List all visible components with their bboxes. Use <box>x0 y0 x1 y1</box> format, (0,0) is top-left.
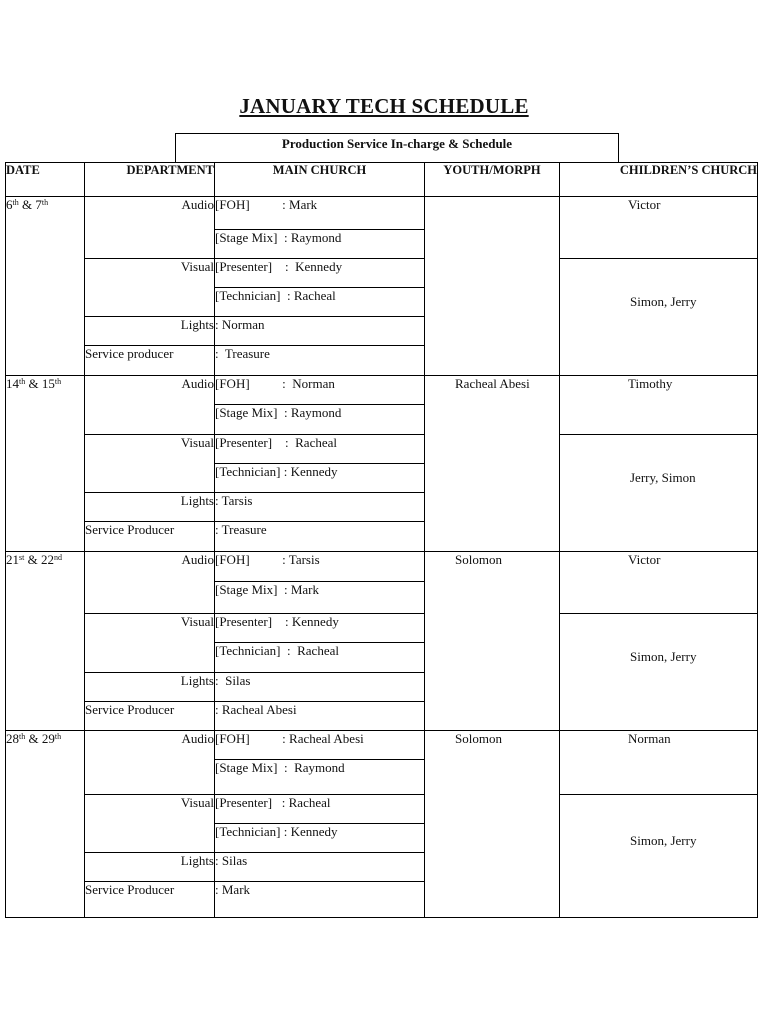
main-foh: [FOH] : Norman <box>215 376 425 405</box>
main-technician: [Technician] : Kennedy <box>215 464 425 493</box>
table-row <box>6 376 758 405</box>
header-row <box>6 163 758 197</box>
main-lights: : Tarsis <box>215 493 425 522</box>
week-date: 28th & 29th <box>6 731 85 918</box>
dept-audio: Audio <box>85 376 215 435</box>
main-stage-mix: [Stage Mix] : Raymond <box>215 760 425 795</box>
table-subheading: Production Service In-charge & Schedule <box>175 133 619 162</box>
header-main-church: MAIN CHURCH <box>215 163 425 197</box>
table-row <box>6 197 758 230</box>
children-mid: Jerry, Simon <box>560 435 758 552</box>
main-foh: [FOH] : Mark <box>215 197 425 230</box>
dept-audio: Audio <box>85 197 215 259</box>
youth-cell <box>425 197 560 376</box>
main-foh: [FOH] : Racheal Abesi <box>215 731 425 760</box>
children-mid: Simon, Jerry <box>560 259 758 376</box>
dept-lights: Lights <box>85 853 215 882</box>
dept-visual: Visual <box>85 435 215 493</box>
dept-service-producer: Service producer <box>85 346 215 376</box>
table-row <box>6 435 758 464</box>
table-row <box>6 795 758 824</box>
youth-cell: Solomon <box>425 731 560 918</box>
main-presenter: [Presenter] : Kennedy <box>215 259 425 288</box>
children-mid: Simon, Jerry <box>560 795 758 918</box>
dept-audio: Audio <box>85 552 215 614</box>
dept-lights: Lights <box>85 493 215 522</box>
main-producer: : Treasure <box>215 346 425 376</box>
main-presenter: [Presenter] : Racheal <box>215 795 425 824</box>
children-top: Victor <box>560 552 758 614</box>
main-producer: : Treasure <box>215 522 425 552</box>
dept-lights: Lights <box>85 673 215 702</box>
dept-lights: Lights <box>85 317 215 346</box>
dept-visual: Visual <box>85 259 215 317</box>
header-children: CHILDREN’S CHURCH <box>560 163 758 197</box>
dept-visual: Visual <box>85 795 215 853</box>
main-producer: : Racheal Abesi <box>215 702 425 731</box>
main-producer: : Mark <box>215 882 425 918</box>
week-date: 6th & 7th <box>6 197 85 376</box>
main-stage-mix: [Stage Mix] : Raymond <box>215 405 425 435</box>
week-date: 21st & 22nd <box>6 552 85 731</box>
children-top: Victor <box>560 197 758 259</box>
dept-visual: Visual <box>85 614 215 673</box>
header-date: DATE <box>6 163 85 197</box>
children-mid: Simon, Jerry <box>560 614 758 731</box>
dept-audio: Audio <box>85 731 215 795</box>
header-department: DEPARTMENT <box>85 163 215 197</box>
table-row <box>6 552 758 582</box>
table-row <box>6 614 758 643</box>
youth-cell: Solomon <box>425 552 560 731</box>
main-lights: : Silas <box>215 673 425 702</box>
main-foh: [FOH] : Tarsis <box>215 552 425 582</box>
main-stage-mix: [Stage Mix] : Raymond <box>215 230 425 259</box>
main-technician: [Technician] : Racheal <box>215 643 425 673</box>
schedule-table <box>5 162 758 918</box>
main-presenter: [Presenter] : Kennedy <box>215 614 425 643</box>
table-row <box>6 731 758 760</box>
dept-service-producer: Service Producer <box>85 702 215 731</box>
main-lights: : Silas <box>215 853 425 882</box>
main-lights: : Norman <box>215 317 425 346</box>
main-stage-mix: [Stage Mix] : Mark <box>215 582 425 614</box>
week-date: 14th & 15th <box>6 376 85 552</box>
main-technician: [Technician] : Racheal <box>215 288 425 317</box>
main-technician: [Technician] : Kennedy <box>215 824 425 853</box>
header-youth: YOUTH/MORPH <box>425 163 560 197</box>
page-title: JANUARY TECH SCHEDULE <box>239 94 529 118</box>
children-top: Timothy <box>560 376 758 435</box>
main-presenter: [Presenter] : Racheal <box>215 435 425 464</box>
youth-cell: Racheal Abesi <box>425 376 560 552</box>
table-row <box>6 259 758 288</box>
children-top: Norman <box>560 731 758 795</box>
dept-service-producer: Service Producer <box>85 882 215 918</box>
dept-service-producer: Service Producer <box>85 522 215 552</box>
